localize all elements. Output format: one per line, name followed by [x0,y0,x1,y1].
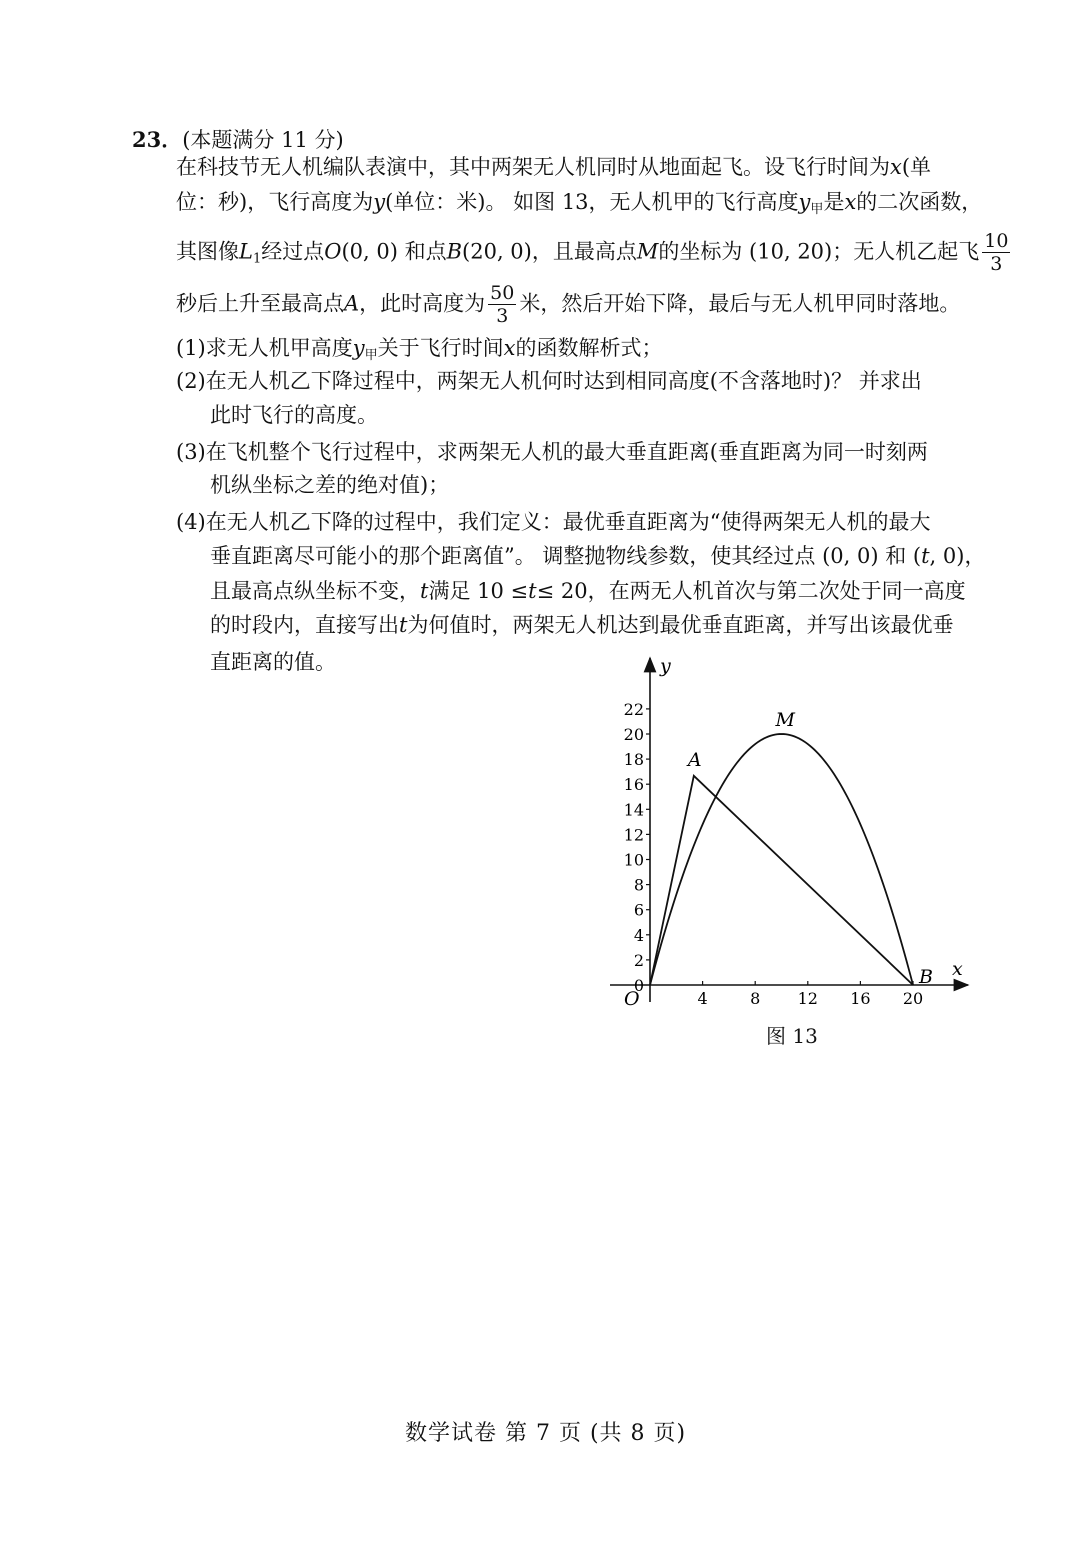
stem-line-2: 位：秒)，飞行高度为y(单位：米)。 如图 13，无人机甲的飞行高度$y_甲$是x的二次函数， [176,190,983,217]
page-footer: 数学试卷 第 7 页 (共 8 页) [405,1421,687,1446]
question-header [132,124,344,154]
x-tick-label: 8 [750,989,761,1008]
polyline-yi [650,776,913,985]
y-axis-label: y [660,655,671,677]
y-tick-label: 8 [633,875,644,895]
y-tick-label: 10 [623,850,644,870]
part-4-line-4: 的时段内，直接写出t为何值时，两架无人机达到最优垂直距离，并写出该最优垂 [210,613,954,637]
origin-label: O [624,988,640,1010]
x-axis-label: x [952,958,963,980]
question-score: (本题满分 11 分) [182,128,344,152]
x-tick-label: 16 [850,989,871,1008]
y-tick-label: 6 [633,900,644,920]
stem-line-4: 秒后上升至最高点A，此时高度为 $\frac{50}{3}$ 米，然后开始下降，最后与无人机甲同时落地。 [176,282,961,327]
y-tick-label: 4 [633,925,644,945]
y-tick-label: 22 [623,699,644,719]
y-tick-label: 2 [633,950,644,970]
part-3-line-2: 机纵坐标之差的绝对值)； [210,473,450,497]
part-1: (1)求无人机甲高度$y_甲$关于飞行时间x的函数解析式； [176,336,663,363]
y-tick-label: 20 [623,725,644,744]
part-4-line-2: 垂直距离尽可能小的那个距离值”。 调整抛物线参数，使其经过点 (0, 0) 和 (t, 0)， [210,544,986,568]
part-2-line-1: (2)在无人机乙下降过程中，两架无人机何时达到相同高度(不含落地时)？ 并求出 [176,369,922,393]
part-2-line-2: 此时飞行的高度。 [210,403,378,427]
x-tick-label: 20 [902,989,924,1008]
point-label-M: M [775,709,795,731]
figure-13-graph [600,650,980,1020]
y-tick-label: 12 [623,825,644,845]
point-label-A: A [687,748,702,771]
stem-line-1: 在科技节无人机编队表演中，其中两架无人机同时从地面起飞。设飞行时间为x(单 [176,155,932,179]
x-tick-label: 4 [697,989,708,1008]
y-tick-label: 16 [623,775,644,795]
y-tick-label: 14 [623,800,644,820]
point-label-B: B [919,966,933,988]
fraction-10-3: $\frac{10}{3}$ [984,230,1009,275]
stem-line-3: 其图像$L_1$经过点O(0, 0) 和点B(20, 0)，且最高点M的坐标为 (10, 20)；无人机乙起飞 $\frac{10}{3}$ [176,230,1009,275]
fraction-50-3: $\frac{50}{3}$ [490,282,515,327]
y-tick-label: 0 [633,976,644,995]
figure-caption: 图 13 [766,1024,818,1048]
y-tick-label: 18 [623,750,644,770]
part-4-line-5: 直距离的值。 [210,650,336,674]
question-number: 23． [132,127,183,152]
part-3-line-1: (3)在飞机整个飞行过程中，求两架无人机的最大垂直距离(垂直距离为同一时刻两 [176,440,928,464]
part-4-line-1: (4)在无人机乙下降的过程中，我们定义：最优垂直距离为“使得两架无人机的最大 [176,510,931,534]
x-tick-label: 12 [797,989,818,1008]
part-4-line-3: 且最高点纵坐标不变，t满足 10 ≤t≤ 20，在两无人机首次与第二次处于同一高度 [210,579,966,603]
